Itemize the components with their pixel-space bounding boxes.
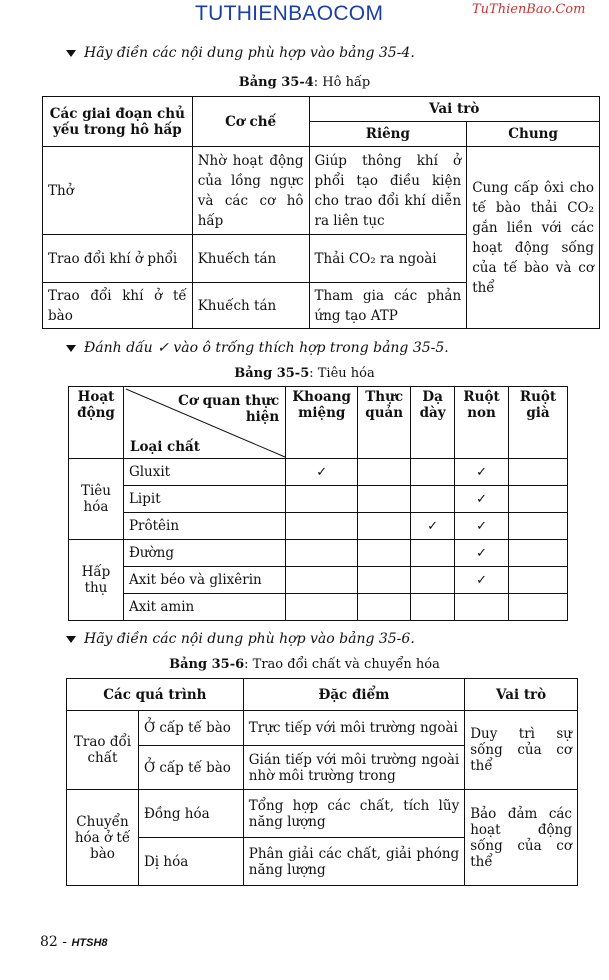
header-organ-esophagus: Thực quản [358, 387, 411, 459]
check-cell: ✓ [411, 513, 455, 540]
check-cell [411, 594, 455, 621]
caption-number: Bảng 35-6 [169, 657, 245, 672]
table-row [67, 711, 578, 746]
header-process: Các quá trình [67, 679, 244, 711]
check-cell [358, 540, 411, 567]
site-title: TUTHIENBAOCOM [195, 2, 384, 25]
table-35-5-caption [0, 366, 609, 381]
substance-cell: Axit amin [123, 594, 285, 621]
check-cell [509, 594, 568, 621]
mechanism-cell: Nhờ hoạt động của lồng ngực và các cơ hô hấp [192, 147, 309, 235]
instruction-35-5 [66, 340, 449, 356]
group-absorption: Hấp thụ [69, 540, 124, 621]
substance-cell: Lipit [123, 486, 285, 513]
level-cell: Đồng hóa [138, 790, 243, 838]
table-row [69, 567, 568, 594]
table-row [69, 459, 568, 486]
header-organ-large-intestine: Ruột già [509, 387, 568, 459]
feature-cell: Gián tiếp với môi trường ngoài nhờ môi trường trong [243, 746, 464, 790]
caption-text: : Hô hấp [313, 75, 371, 90]
instruction-text: Hãy điền các nội dung phù hợp vào bảng 35-4. [84, 45, 415, 61]
substance-cell: Đường [123, 540, 285, 567]
table-35-4-caption [0, 75, 609, 90]
level-cell: Ở cấp tế bào [138, 711, 243, 746]
table-row [69, 513, 568, 540]
mechanism-cell: Khuếch tán [192, 283, 309, 329]
table-row [67, 790, 578, 838]
specific-role-cell: Giúp thông khí ở phổi tạo điều kiện cho trao đổi khí diễn ra liên tục [309, 147, 467, 235]
check-cell [509, 513, 568, 540]
header-organ: Cơ quan thực hiện [178, 393, 280, 425]
check-cell [286, 486, 358, 513]
header-organ-mouth: Khoang miệng [286, 387, 358, 459]
triangle-bullet-icon [66, 50, 76, 57]
header-activity: Hoạt động [69, 387, 124, 459]
check-cell [286, 540, 358, 567]
group-conversion: Chuyển hóa ở tế bào [67, 790, 139, 886]
header-mechanism: Cơ chế [192, 97, 309, 147]
footer-dash: - [57, 934, 72, 950]
header-common: Chung [467, 122, 600, 147]
role-cell: Duy trì sự sống của cơ thể [465, 711, 578, 790]
level-cell: Ở cấp tế bào [138, 746, 243, 790]
page-footer [40, 934, 108, 950]
check-cell [358, 594, 411, 621]
header-role: Vai trò [465, 679, 578, 711]
table-row [69, 540, 568, 567]
check-cell [286, 513, 358, 540]
header-substance: Loại chất [129, 439, 201, 455]
common-role-cell: Cung cấp ôxi cho tế bào thải CO₂ gắn liền với các hoạt động sống của tế bào và cơ thể [467, 147, 600, 329]
instruction-text: Hãy điền các nội dung phù hợp vào bảng 35-6. [84, 631, 415, 647]
check-cell [286, 594, 358, 621]
triangle-bullet-icon [66, 345, 76, 352]
check-cell [455, 594, 509, 621]
check-cell [509, 459, 568, 486]
table-35-6-caption [0, 657, 609, 672]
check-cell [358, 486, 411, 513]
stage-cell: Trao đổi khí ở tế bào [43, 283, 193, 329]
stage-cell: Trao đổi khí ở phổi [43, 235, 193, 283]
substance-cell: Axit béo và glixêrin [123, 567, 285, 594]
check-cell [358, 513, 411, 540]
check-cell [509, 567, 568, 594]
feature-cell: Tổng hợp các chất, tích lũy năng lượng [243, 790, 464, 838]
table-35-5 [68, 386, 568, 621]
header-organ-small-intestine: Ruột non [455, 387, 509, 459]
check-cell [411, 540, 455, 567]
check-cell: ✓ [455, 540, 509, 567]
caption-text: : Trao đổi chất và chuyển hóa [244, 657, 440, 672]
header-feature: Đặc điểm [243, 679, 464, 711]
header-stage: Các giai đoạn chủ yếu trong hô hấp [43, 97, 193, 147]
check-cell [509, 540, 568, 567]
check-cell: ✓ [286, 459, 358, 486]
level-cell: Dị hóa [138, 838, 243, 886]
table-35-6 [66, 678, 578, 886]
table-row [69, 486, 568, 513]
header-organ-stomach: Dạ dày [411, 387, 455, 459]
feature-cell: Trực tiếp với môi trường ngoài [243, 711, 464, 746]
triangle-bullet-icon [66, 636, 76, 643]
check-cell [509, 486, 568, 513]
table-row [43, 147, 600, 235]
caption-number: Bảng 35-4 [238, 75, 314, 90]
check-cell [411, 567, 455, 594]
feature-cell: Phân giải các chất, giải phóng năng lượng [243, 838, 464, 886]
check-cell: ✓ [455, 513, 509, 540]
instruction-35-6 [66, 631, 415, 647]
check-cell [411, 459, 455, 486]
page-number: 82 [40, 934, 58, 950]
caption-text: : Tiêu hóa [309, 366, 375, 381]
substance-cell: Gluxit [123, 459, 285, 486]
group-metabolism: Trao đổi chất [67, 711, 139, 790]
specific-role-cell: Thải CO₂ ra ngoài [309, 235, 467, 283]
site-logo: TuThienBao.Com [472, 2, 586, 17]
table-35-4 [42, 96, 600, 329]
check-cell [358, 567, 411, 594]
header-organ-substance [123, 387, 285, 459]
check-cell [286, 567, 358, 594]
instruction-35-4 [66, 45, 415, 61]
instruction-text: Đánh dấu ✓ vào ô trống thích hợp trong bảng 35-5. [84, 340, 449, 356]
table-row [69, 594, 568, 621]
role-cell: Bảo đảm các hoạt động sống của cơ thể [465, 790, 578, 886]
substance-cell: Prôtêin [123, 513, 285, 540]
stage-cell: Thở [43, 147, 193, 235]
mechanism-cell: Khuếch tán [192, 235, 309, 283]
check-cell: ✓ [455, 486, 509, 513]
header-role: Vai trò [309, 97, 599, 122]
caption-number: Bảng 35-5 [234, 366, 310, 381]
check-cell [411, 486, 455, 513]
check-cell [358, 459, 411, 486]
check-cell: ✓ [455, 459, 509, 486]
group-digestion: Tiêu hóa [69, 459, 124, 540]
header-specific: Riêng [309, 122, 467, 147]
book-code: HTSH8 [71, 937, 108, 949]
specific-role-cell: Tham gia các phản ứng tạo ATP [309, 283, 467, 329]
check-cell: ✓ [455, 567, 509, 594]
